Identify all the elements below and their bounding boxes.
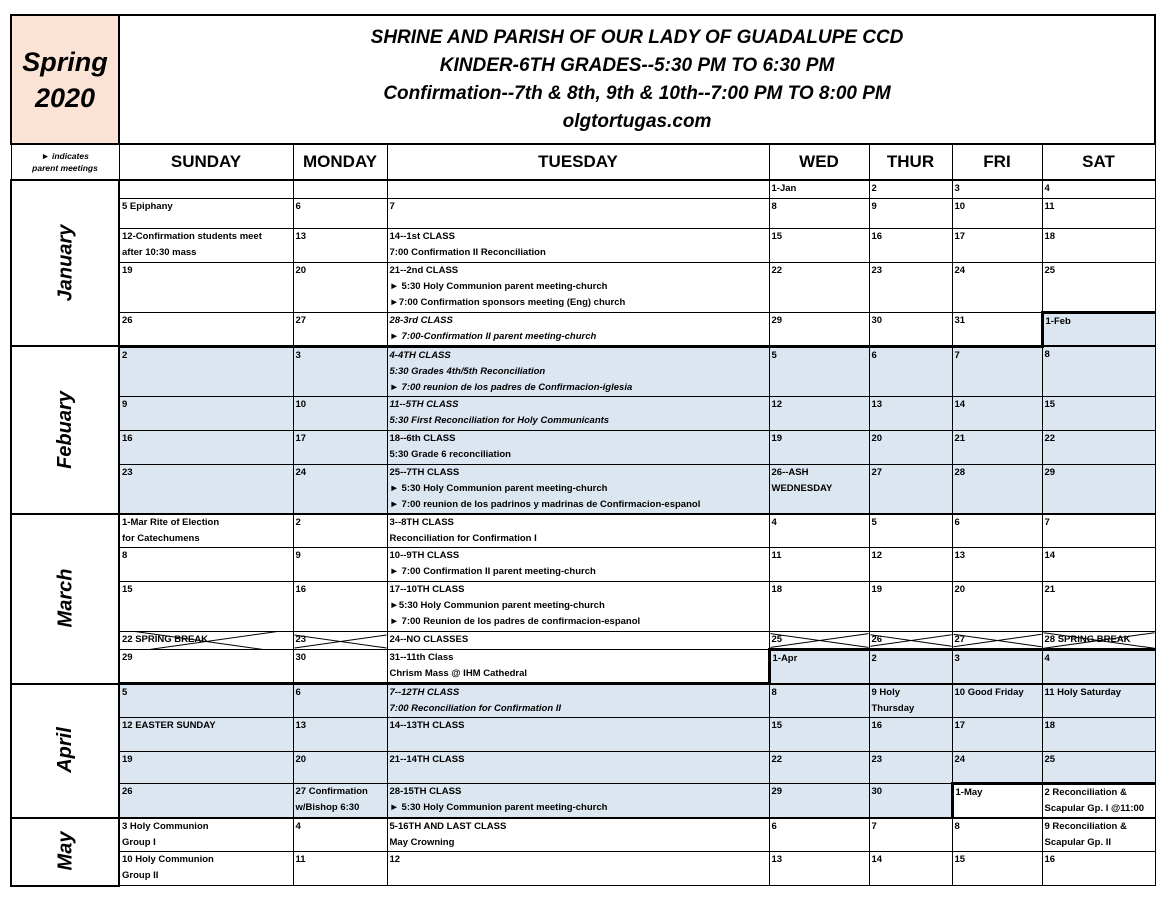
day-cell: 1-Apr: [769, 650, 869, 684]
day-cell: 12: [387, 852, 769, 886]
month-label-march: March: [11, 514, 119, 684]
day-cell: 1-Jan: [769, 180, 869, 198]
week-row: [11, 180, 1155, 198]
day-cell: 9: [293, 548, 387, 582]
day-cell: 2: [869, 650, 952, 684]
day-cell: 10: [293, 396, 387, 430]
week-row: [11, 198, 1155, 228]
week-row: [11, 632, 1155, 650]
spring-break-cell: 25: [769, 632, 869, 650]
day-cell: 14--13TH CLASS: [387, 718, 769, 752]
day-cell: 29: [1042, 464, 1155, 514]
week-row: [11, 548, 1155, 582]
day-cell: 21: [1042, 582, 1155, 632]
day-cell: 6: [293, 684, 387, 718]
day-cell: 15: [769, 718, 869, 752]
day-cell: 6: [869, 346, 952, 396]
day-cell: 5: [869, 514, 952, 548]
day-cell: 13: [293, 718, 387, 752]
day-cell: 4: [293, 818, 387, 852]
day-cell: 8: [769, 198, 869, 228]
day-cell: 1-Feb: [1042, 312, 1155, 346]
day-cell: 20: [293, 752, 387, 784]
day-cell: 22: [769, 752, 869, 784]
day-cell: 5: [769, 346, 869, 396]
spring-break-cell: 23: [293, 632, 387, 650]
day-cell: 16: [869, 718, 952, 752]
day-cell: 14: [869, 852, 952, 886]
day-cell: 19: [119, 262, 293, 312]
day-cell: 3--8TH CLASS Reconciliation for Confirmation I: [387, 514, 769, 548]
day-cell: 15: [769, 228, 869, 262]
page-title: [119, 15, 1155, 144]
day-cell: 18: [769, 582, 869, 632]
day-cell: 4-4TH CLASS 5:30 Grades 4th/5th Reconciliation ► 7:00 reunion de los padres de Confirmacion-iglesia: [387, 346, 769, 396]
day-cell: 11: [769, 548, 869, 582]
day-cell: 23: [869, 262, 952, 312]
day-cell: 4: [1042, 650, 1155, 684]
day-cell: 18--6th CLASS 5:30 Grade 6 reconciliation: [387, 430, 769, 464]
day-cell: 28-15TH CLASS ► 5:30 Holy Communion parent meeting-church: [387, 784, 769, 819]
day-header-tuesday: TUESDAY: [387, 144, 769, 180]
day-cell: 15: [119, 582, 293, 632]
spring-break-cell: 27: [952, 632, 1042, 650]
day-cell: [119, 180, 293, 198]
day-cell: 29: [119, 650, 293, 684]
day-cell: 19: [869, 582, 952, 632]
month-label-may: May: [11, 818, 119, 886]
day-cell: 3: [952, 180, 1042, 198]
week-row: [11, 262, 1155, 312]
day-cell: 17: [952, 718, 1042, 752]
week-row: [11, 464, 1155, 514]
day-cell: 17--10TH CLASS ►5:30 Holy Communion parent meeting-church ► 7:00 Reunion de los padres de confirmacion-espanol: [387, 582, 769, 632]
day-cell: 8: [769, 684, 869, 718]
day-header-wednesday: WED: [769, 144, 869, 180]
day-cell: 16: [293, 582, 387, 632]
day-cell: 6: [769, 818, 869, 852]
day-cell: 27: [869, 464, 952, 514]
day-cell: 9 Holy Thursday: [869, 684, 952, 718]
day-cell: 21--2nd CLASS ► 5:30 Holy Communion parent meeting-church ►7:00 Confirmation sponsors meeting (Eng) church: [387, 262, 769, 312]
day-cell: [293, 180, 387, 198]
day-cell: 17: [293, 430, 387, 464]
day-cell: 3: [293, 346, 387, 396]
day-cell: 1-May: [952, 784, 1042, 819]
day-cell: 13: [869, 396, 952, 430]
week-row: [11, 514, 1155, 548]
day-cell: 30: [869, 312, 952, 346]
day-cell: 18: [1042, 228, 1155, 262]
day-cell: 4: [769, 514, 869, 548]
week-row: [11, 752, 1155, 784]
day-cell: 14--1st CLASS 7:00 Confirmation II Reconciliation: [387, 228, 769, 262]
week-row: [11, 852, 1155, 886]
day-cell: 26: [119, 784, 293, 819]
day-cell: 3: [952, 650, 1042, 684]
day-cell: 11 Holy Saturday: [1042, 684, 1155, 718]
week-row: [11, 818, 1155, 852]
title-line-website: olgtortugas.com: [562, 110, 712, 132]
day-cell: 28: [952, 464, 1042, 514]
day-cell: 12: [869, 548, 952, 582]
day-cell: 14: [1042, 548, 1155, 582]
day-cell: 31: [952, 312, 1042, 346]
month-label-april: April: [11, 684, 119, 819]
title-line-parish: SHRINE AND PARISH OF OUR LADY OF GUADALUPE CCD: [370, 26, 904, 48]
day-cell: 15: [952, 852, 1042, 886]
day-cell: 10: [952, 198, 1042, 228]
week-row: [11, 312, 1155, 346]
day-cell: 21: [952, 430, 1042, 464]
day-cell: 6: [293, 198, 387, 228]
day-cell: 28-3rd CLASS ► 7:00-Confirmation II parent meeting-church: [387, 312, 769, 346]
day-cell: 9: [869, 198, 952, 228]
day-cell: 29: [769, 312, 869, 346]
day-cell: 26--ASH WEDNESDAY: [769, 464, 869, 514]
month-label-january: January: [11, 180, 119, 346]
day-cell: 30: [293, 650, 387, 684]
day-cell: 22: [1042, 430, 1155, 464]
day-cell: 26: [119, 312, 293, 346]
term-label: Spring 2020: [11, 15, 119, 144]
day-cell: 11: [1042, 198, 1155, 228]
day-cell: 16: [119, 430, 293, 464]
day-header-friday: FRI: [952, 144, 1042, 180]
day-cell: 20: [293, 262, 387, 312]
day-cell: 8: [119, 548, 293, 582]
spring-break-cell: 26: [869, 632, 952, 650]
month-label-february: Febuary: [11, 346, 119, 514]
day-cell: 27 Confirmation w/Bishop 6:30: [293, 784, 387, 819]
day-cell: 25: [1042, 262, 1155, 312]
day-cell: 20: [869, 430, 952, 464]
day-cell: 9: [119, 396, 293, 430]
week-row: [11, 718, 1155, 752]
day-cell: 10--9TH CLASS ► 7:00 Confirmation II parent meeting-church: [387, 548, 769, 582]
day-cell: 11--5TH CLASS 5:30 First Reconciliation for Holy Communicants: [387, 396, 769, 430]
day-cell: 5-16TH AND LAST CLASS May Crowning: [387, 818, 769, 852]
day-cell: 25: [1042, 752, 1155, 784]
day-cell: 12-Confirmation students meet after 10:30 mass: [119, 228, 293, 262]
week-row: [11, 582, 1155, 632]
day-cell: 16: [869, 228, 952, 262]
day-cell: 10 Holy Communion Group II: [119, 852, 293, 886]
day-cell: 13: [293, 228, 387, 262]
day-cell: 7: [869, 818, 952, 852]
day-cell: 23: [119, 464, 293, 514]
week-row: [11, 430, 1155, 464]
day-cell: 11: [293, 852, 387, 886]
day-cell: 23: [869, 752, 952, 784]
week-row: [11, 784, 1155, 819]
week-row: [11, 684, 1155, 718]
day-cell: 2 Reconciliation & Scapular Gp. I @11:00: [1042, 784, 1155, 819]
day-cell: 7: [952, 346, 1042, 396]
day-cell: 19: [119, 752, 293, 784]
day-cell: 14: [952, 396, 1042, 430]
day-cell: 19: [769, 430, 869, 464]
day-cell: 22: [769, 262, 869, 312]
day-cell: 5 Epiphany: [119, 198, 293, 228]
day-cell: 18: [1042, 718, 1155, 752]
day-cell: 2: [119, 346, 293, 396]
week-row: [11, 346, 1155, 396]
day-cell: 1-Mar Rite of Election for Catechumens: [119, 514, 293, 548]
day-cell: 5: [119, 684, 293, 718]
day-cell: 13: [769, 852, 869, 886]
day-cell: 12: [769, 396, 869, 430]
day-cell: 30: [869, 784, 952, 819]
day-header-sunday: SUNDAY: [119, 144, 293, 180]
day-cell: 29: [769, 784, 869, 819]
day-cell: 12 EASTER SUNDAY: [119, 718, 293, 752]
spring-2020-calendar: [10, 14, 1156, 887]
day-cell: [387, 180, 769, 198]
spring-break-cell: 22 SPRING BREAK: [119, 632, 293, 650]
day-cell: 2: [293, 514, 387, 548]
day-cell: 2: [869, 180, 952, 198]
day-cell: 10 Good Friday: [952, 684, 1042, 718]
day-header-saturday: SAT: [1042, 144, 1155, 180]
day-header-thursday: THUR: [869, 144, 952, 180]
week-row: [11, 650, 1155, 684]
day-cell: 17: [952, 228, 1042, 262]
parent-meeting-legend: ► indicates parent meetings: [11, 144, 119, 180]
day-cell: 24: [952, 752, 1042, 784]
day-cell: 7: [387, 198, 769, 228]
day-cell: 9 Reconciliation & Scapular Gp. II: [1042, 818, 1155, 852]
day-cell: 4: [1042, 180, 1155, 198]
day-cell: 24: [293, 464, 387, 514]
day-cell: 13: [952, 548, 1042, 582]
title-line-confirmation: Confirmation--7th & 8th, 9th & 10th--7:00 PM TO 8:00 PM: [383, 82, 891, 104]
day-cell: 21--14TH CLASS: [387, 752, 769, 784]
week-row: [11, 396, 1155, 430]
spring-break-cell: 28 SPRING BREAK: [1042, 632, 1155, 650]
day-cell: 7--12TH CLASS 7:00 Reconciliation for Confirmation II: [387, 684, 769, 718]
day-cell: 20: [952, 582, 1042, 632]
day-cell: 7: [1042, 514, 1155, 548]
day-cell: 15: [1042, 396, 1155, 430]
day-cell: 25--7TH CLASS ► 5:30 Holy Communion parent meeting-church ► 7:00 reunion de los padrinos y madrinas de Confirmacion-espanol: [387, 464, 769, 514]
week-row: [11, 228, 1155, 262]
day-cell: 16: [1042, 852, 1155, 886]
day-cell: 27: [293, 312, 387, 346]
day-cell: 8: [1042, 346, 1155, 396]
day-cell: 3 Holy Communion Group I: [119, 818, 293, 852]
day-cell: 6: [952, 514, 1042, 548]
day-header-monday: MONDAY: [293, 144, 387, 180]
title-line-kinder: KINDER-6TH GRADES--5:30 PM TO 6:30 PM: [439, 54, 835, 76]
spring-break-cell: 24--NO CLASSES: [387, 632, 769, 650]
day-cell: 8: [952, 818, 1042, 852]
day-cell: 31--11th Class Chrism Mass @ IHM Cathedral: [387, 650, 769, 684]
day-cell: 24: [952, 262, 1042, 312]
